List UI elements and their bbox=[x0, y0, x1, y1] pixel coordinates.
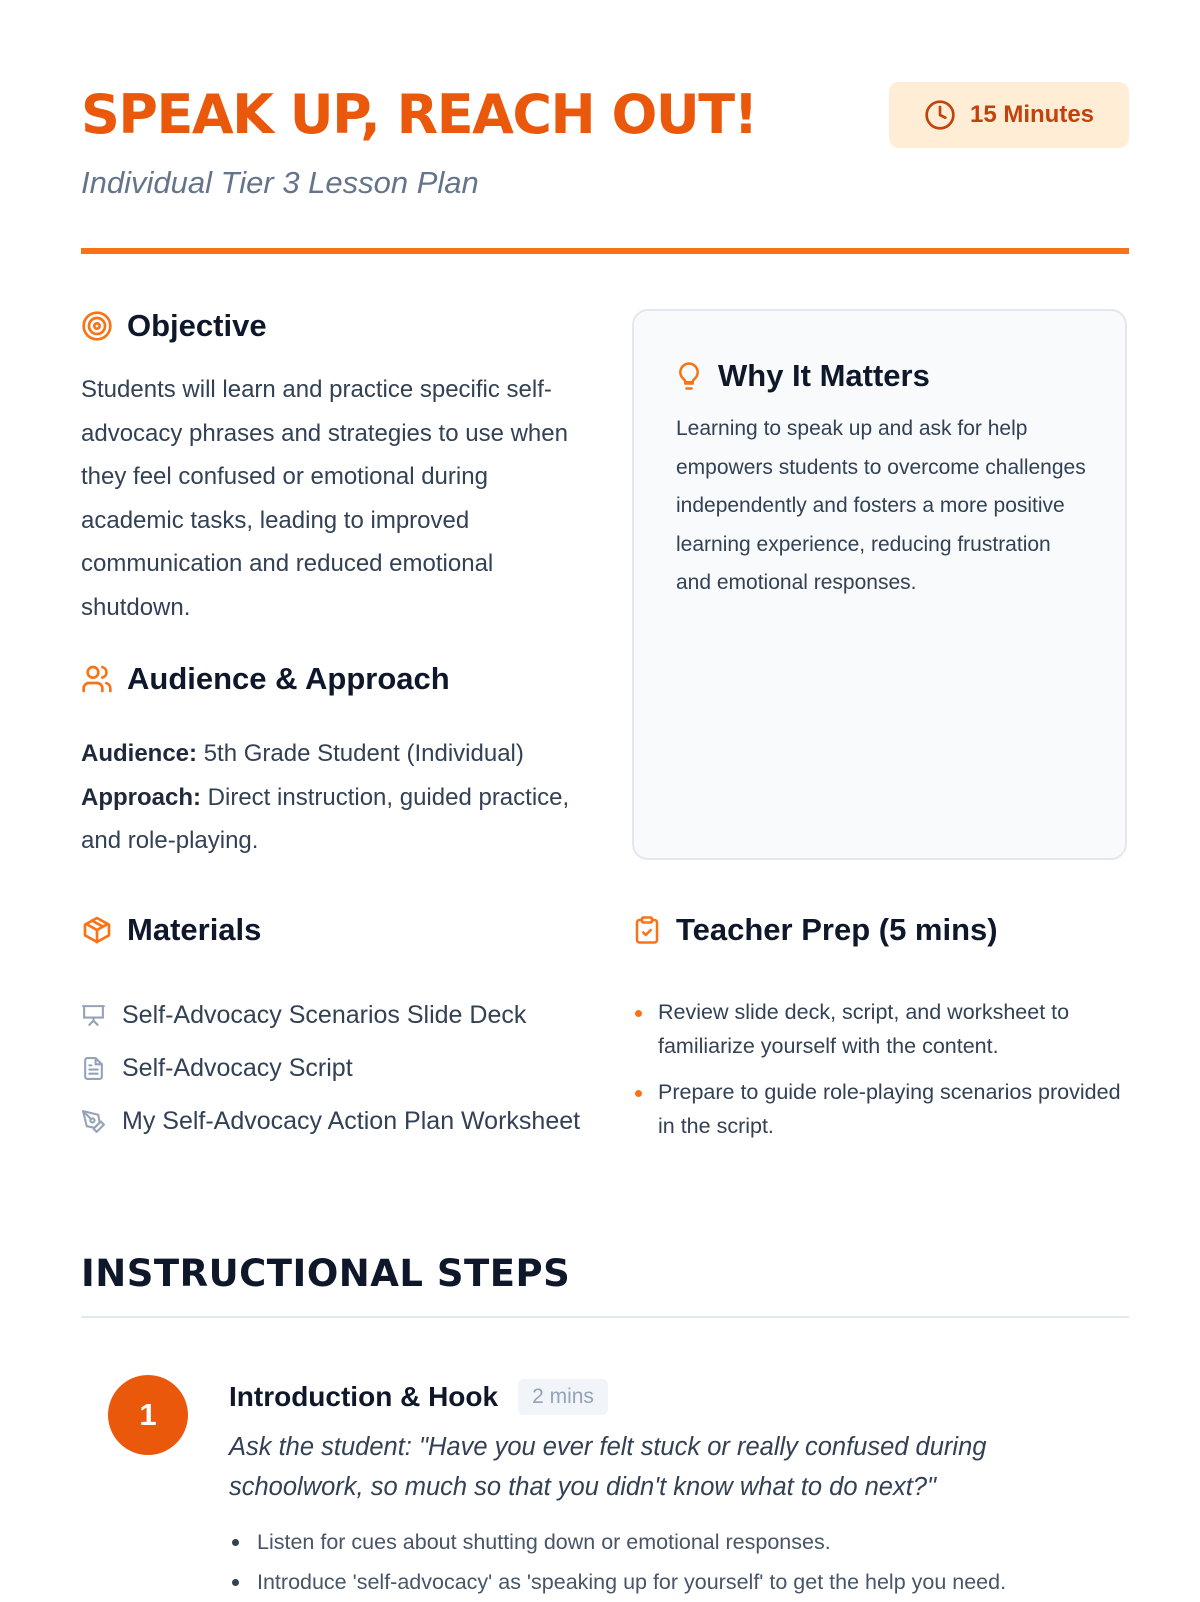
lightbulb-icon bbox=[674, 360, 704, 392]
audience-approach-text bbox=[81, 732, 581, 863]
objective-text: Students will learn and practice specific self-advocacy phrases and strategies to use when they feel confused or emotional during academic tasks, leading to improved communication and reduced emotional shutdown. bbox=[81, 376, 568, 621]
list-item bbox=[81, 1048, 581, 1088]
step-time-badge: 2 mins bbox=[518, 1379, 608, 1415]
steps-divider bbox=[81, 1316, 1129, 1318]
audience-heading-label: Audience & Approach bbox=[127, 661, 450, 696]
list-item: Prepare to guide role-playing scenarios provided in the script. bbox=[632, 1075, 1129, 1143]
users-icon bbox=[81, 663, 113, 695]
materials-list bbox=[81, 995, 581, 1154]
step-title: Introduction & Hook bbox=[229, 1381, 499, 1412]
target-icon bbox=[81, 310, 113, 342]
teacher-prep-heading bbox=[632, 912, 998, 948]
material-label: Self-Advocacy Scenarios Slide Deck bbox=[122, 1001, 527, 1029]
page-subtitle: Individual Tier 3 Lesson Plan bbox=[81, 165, 479, 200]
duration-badge bbox=[889, 82, 1129, 148]
step-header bbox=[229, 1379, 608, 1415]
teacher-prep-list bbox=[632, 995, 1129, 1155]
header-divider bbox=[81, 248, 1129, 254]
approach-line bbox=[81, 776, 581, 863]
document-icon bbox=[81, 1056, 106, 1081]
list-item bbox=[81, 995, 581, 1035]
audience-line bbox=[81, 732, 581, 776]
audience-label: Audience: bbox=[81, 740, 198, 767]
why-heading-label: Why It Matters bbox=[718, 358, 930, 393]
step-number-badge: 1 bbox=[108, 1375, 188, 1455]
presentation-icon bbox=[81, 1003, 106, 1028]
list-item: Listen for cues about shutting down or emotional responses. bbox=[229, 1522, 1129, 1562]
list-item: Review slide deck, script, and worksheet to familiarize yourself with the content. bbox=[632, 995, 1129, 1063]
package-icon bbox=[81, 914, 113, 946]
approach-value: Direct instruction, guided practice, and role-playing. bbox=[81, 783, 570, 854]
material-label: Self-Advocacy Script bbox=[122, 1054, 353, 1082]
list-item: Introduce 'self-advocacy' as 'speaking up for yourself' to get the help you need. bbox=[229, 1562, 1129, 1602]
page-title: SPEAK UP, REACH OUT! bbox=[81, 83, 757, 146]
clock-icon bbox=[924, 99, 956, 131]
step-prompt-text: Ask the student: "Have you ever felt stuck or really confused during schoolwork, so much so that you didn't know what to do next?" bbox=[229, 1433, 987, 1501]
pen-tool-icon bbox=[81, 1109, 106, 1134]
objective-heading bbox=[81, 308, 267, 344]
materials-heading bbox=[81, 912, 261, 948]
material-label: My Self-Advocacy Action Plan Worksheet bbox=[122, 1107, 581, 1135]
list-item bbox=[81, 1101, 581, 1141]
materials-heading-label: Materials bbox=[127, 912, 262, 947]
audience-value: 5th Grade Student (Individual) bbox=[203, 740, 524, 767]
teacher-prep-heading-label: Teacher Prep (5 mins) bbox=[676, 912, 998, 947]
duration-label: 15 Minutes bbox=[969, 101, 1095, 128]
objective-heading-label: Objective bbox=[127, 308, 267, 343]
approach-label: Approach: bbox=[81, 783, 201, 811]
why-heading bbox=[674, 358, 930, 394]
instructional-steps-heading: INSTRUCTIONAL STEPS bbox=[81, 1252, 571, 1295]
audience-heading bbox=[81, 661, 450, 697]
step-bullet-list bbox=[229, 1522, 1129, 1602]
why-text: Learning to speak up and ask for help empowers students to overcome challenges independently and fosters a more positive learning experience, reducing frustration and emotional responses. bbox=[676, 417, 1086, 594]
clipboard-check-icon bbox=[632, 914, 662, 946]
